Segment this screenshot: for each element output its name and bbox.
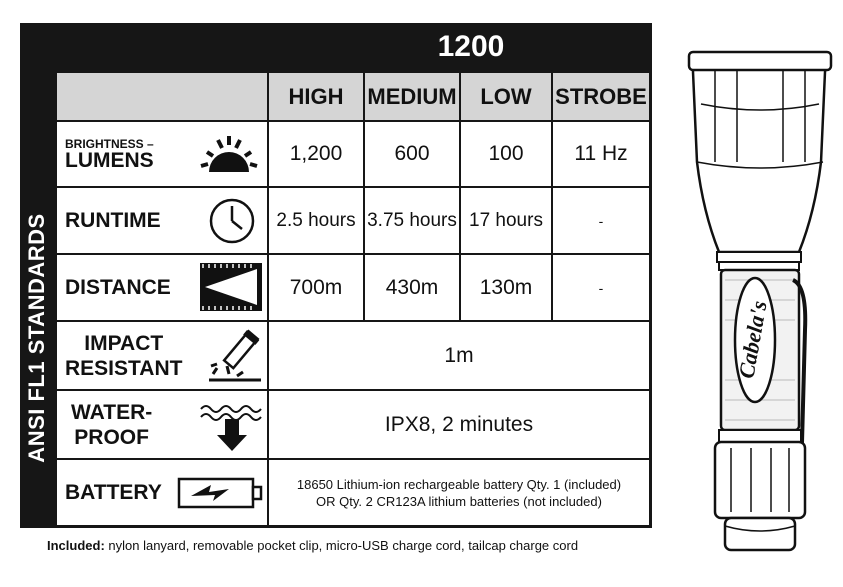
- distance-medium: 430m: [365, 255, 459, 320]
- distance-strobe: -: [553, 255, 649, 320]
- header-low: LOW: [461, 73, 551, 120]
- clock-icon: [207, 196, 257, 246]
- waterproof-value: IPX8, 2 minutes: [269, 391, 649, 458]
- row-label-battery: [57, 460, 267, 525]
- beam-distance-icon: [199, 262, 263, 312]
- distance-high: 700m: [269, 255, 363, 320]
- battery-charge-icon: [177, 476, 265, 510]
- distance-label: DISTANCE: [65, 276, 171, 299]
- runtime-medium: 3.75 hours: [365, 188, 459, 253]
- brightness-high: 1,200: [269, 122, 363, 186]
- brightness-low: 100: [461, 122, 551, 186]
- brightness-label-big: LUMENS: [65, 148, 154, 172]
- header-high: HIGH: [269, 73, 363, 120]
- brightness-strobe: 11 Hz: [553, 122, 649, 186]
- impact-value: 1m: [269, 322, 649, 389]
- header-strobe: STROBE: [553, 73, 649, 120]
- waterproof-label-line2: PROOF: [74, 425, 149, 449]
- runtime-label: RUNTIME: [65, 209, 161, 232]
- battery-value-line2: OR Qty. 2 CR123A lithium batteries (not included): [316, 493, 602, 509]
- battery-label: BATTERY: [65, 481, 162, 504]
- impact-drop-icon: [207, 328, 263, 384]
- waterproof-label-line1: WATER-: [71, 400, 153, 424]
- side-band: [20, 23, 55, 528]
- cabelas-logo: Cabela's: [733, 298, 772, 381]
- row-label-waterproof: [57, 391, 267, 458]
- runtime-strobe: -: [553, 188, 649, 253]
- row-label-distance: [57, 255, 267, 320]
- side-label: ANSI FL1 STANDARDS: [24, 213, 49, 463]
- header-blank: [57, 73, 267, 120]
- sun-icon: [197, 128, 261, 180]
- impact-label-line1: IMPACT: [84, 331, 164, 355]
- battery-value: [269, 460, 649, 525]
- flashlight-illustration: [675, 40, 843, 580]
- included-footnote: [47, 538, 578, 553]
- row-label-runtime: [57, 188, 267, 253]
- distance-low: 130m: [461, 255, 551, 320]
- footnote-text: nylon lanyard, removable pocket clip, micro-USB charge cord, tailcap charge cord: [104, 538, 579, 553]
- footnote-prefix: Included:: [47, 538, 105, 553]
- row-label-brightness: [57, 122, 267, 186]
- brightness-medium: 600: [365, 122, 459, 186]
- specs-table: [20, 23, 652, 528]
- row-label-impact: [57, 322, 267, 389]
- battery-value-line1: 18650 Lithium-ion rechargeable battery Qty. 1 (included): [296, 476, 622, 492]
- model-title: 1200: [437, 29, 505, 63]
- runtime-low: 17 hours: [461, 188, 551, 253]
- header-medium: MEDIUM: [365, 73, 459, 120]
- runtime-high: 2.5 hours: [269, 188, 363, 253]
- impact-label-line2: RESISTANT: [65, 356, 183, 380]
- water-arrow-icon: [199, 397, 265, 453]
- brightness-label-small: BRIGHTNESS –: [65, 136, 154, 151]
